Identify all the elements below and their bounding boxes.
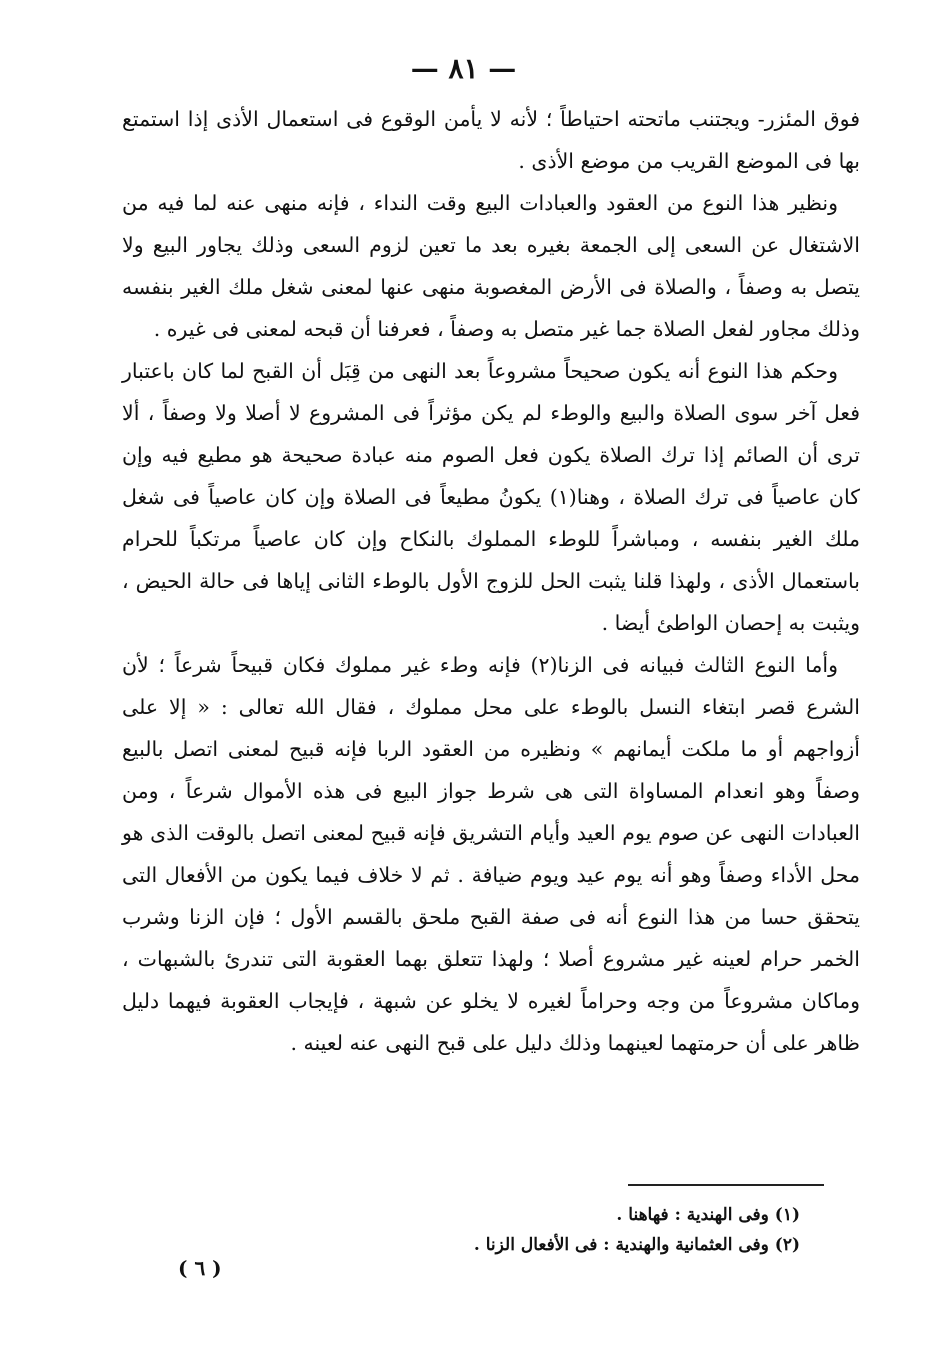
printer-signature: ( ٦ ) <box>178 1256 222 1280</box>
footnote-item: (٢) وفى العثمانية والهندية : فى الأفعال الزنا . <box>473 1235 800 1255</box>
paragraph: ونظير هذا النوع من العقود والعبادات البيع وقت النداء ، فإنه منهى عنه لما فيه من الاشتغال عن السعى إلى الجمعة بغيره بعد ما تعين لزوم السعى وذلك يجاور البيع ولا يتصل به وصفاً ، والصلاة فى الأرض المغصوبة منهى عنها لمعنى شغل ملك الغير بنفسه وذلك مجاور لفعل الصلاة جما غير متصل به وصفاً ، فعرفنا أن قبحه لمعنى فى غيره . <box>122 191 860 341</box>
footnotes <box>300 1200 800 1260</box>
page-number: — ٨١ — <box>410 52 517 85</box>
footnote-divider <box>628 1184 824 1186</box>
paragraph: وحكم هذا النوع أنه يكون صحيحاً مشروعاً بعد النهى من قِبَل أن القبح لما كان باعتبار فعل آخر سوى الصلاة والبيع والوطء لم يكن مؤثراً فى المشروع لا أصلا ولا وصفاً ، ألا ترى أن الصائم إذا ترك الصلاة يكون فعل الصوم منه عبادة صحيحة هو مطيع فيه وإن كان عاصياً فى ترك الصلاة ، وهنا(١) يكونُ مطيعاً فى الصلاة وإن كان عاصياً فى شغل ملك الغير بنفسه ، ومباشراً للوطء المملوك بالنكاح وإن كان عاصياً مرتكباً للحرام باستعمال الأذى ، ولهذا قلنا يثبت الحل للزوج الأول بالوطء الثانى إياها فى حالة الحيض ، ويثبت به إحصان الواطئ أيضا . <box>122 359 860 635</box>
footnote-item: (١) وفى الهندية : فهاهنا . <box>616 1205 800 1225</box>
body-text <box>122 98 860 1064</box>
paragraph: فوق المئزر- ويجتنب ماتحته احتياطاً ؛ لأنه لا يأمن الوقوع فى استعمال الأذى إذا استمتع بها فى الموضع القريب من موضع الأذى . <box>122 107 860 173</box>
paragraph: وأما النوع الثالث فبيانه فى الزنا(٢) فإنه وطء غير مملوك فكان قبيحاً شرعاً ؛ لأن الشرع قصر ابتغاء النسل بالوطء على محل مملوك ، فقال الله تعالى : « إلا على أزواجهم أو ما ملكت أيمانهم » ونظيره من العقود الربا فإنه قبيح لمعنى اتصل بالبيع وصفاً وهو انعدام المساواة التى هى شرط جواز البيع فى هذه الأموال شرعاً ، ومن العبادات النهى عن صوم يوم العيد وأيام التشريق فإنه قبيح لمعنى اتصل بالوقت الذى هو محل الأداء وصفاً وهو أنه يوم عيد ويوم ضيافة . ثم لا خلاف فيما يكون من الأفعال التى يتحقق حسا من هذا النوع أنه فى صفة القبح ملحق بالقسم الأول ؛ فإن الزنا وشرب الخمر حرام لعينه غير مشروع أصلا ؛ ولهذا تتعلق بهما العقوبة التى تندرئ بالشبهات ، وماكان مشروعاً من وجه وحراماً لغيره لا يخلو عن شبهة ، فإيجاب العقوبة فيهما دليل ظاهر على أن حرمتهما لعينهما وذلك دليل على قبح النهى عنه لعينه . <box>122 653 860 1055</box>
